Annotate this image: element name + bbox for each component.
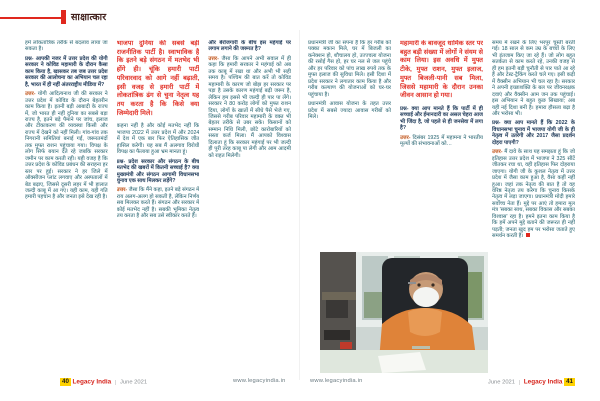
body-paragraph: उत्तर- मैं दावे के साथ यह समझता हूं कि जो इतिहास उत्तर प्रदेश में भाजपा ने 325 सीटें जीतकर रचा था, वही इतिहास फिर दोहराया जाएगा। योगी जी के कुशल नेतृत्व में उत्तर प्रदेश में जैसा काम हुआ है, वैसा कहीं नहीं हुआ। जहां तक नेतृत्व की बात है तो वह वरिष्ठ नेतृत्व तय करेगा कि चुनाव किसके नेतृत्व में लड़ा जाएगा। प्रधानमंत्री मोदी हमारे सर्वोच्च नेता हैं। मुद्दे पर आएं तो हमारा मूल मंत्र 'सबका साथ, सबका विकास और सबका विश्वास' रहा है। हमने इतना काम किया है कि हमें अपने मुद्दे बताने की जरूरत ही नहीं पड़ती; जनता खुद हम पर भरोसा जताते हुए समर्थन करती है। [492,149,575,240]
text-column [25,40,108,372]
page-number-badge: 41 [566,378,573,385]
question-paragraph: और बेरोजगारी के बीच इस महंगाई पर लगाम लगाने की जरूरत है? [208,40,292,53]
page-gutter-divider [299,30,300,380]
section-tag-bar [61,10,66,24]
answer-label: उत्तर- [208,55,222,62]
question-paragraph: प्रश्न- आपकी नजर में उत्तर प्रदेश की योगी सरकार ने कोविड महामारी के दौरान कैसा काम किया है, खासकर तब जब उत्तर प्रदेश सरकार की आलोचना का अभियान चल रहा है, भारत में ही नहीं अंतरराष्ट्रीय मीडिया में? [25,55,108,88]
body-paragraph: प्रधानमंत्री आवास योजना के तहत उत्तर प्रदेश में सबसे ज्यादा आवास गरीबों को मिले। [308,101,391,120]
question-paragraph: प्रश्न- क्या आप मानते हैं कि 2022 के विधानसभा चुनाव में भाजपा योगी जी के ही नेतृत्व में उतरेगी और 2017 जैसा प्रदर्शन दोहरा पाएगी? [492,120,575,146]
website-url-left: www.legacyindia.in [233,378,286,384]
pen [412,346,430,349]
face-mask [413,287,439,307]
text-column [308,40,391,250]
article-end-mark [526,233,530,237]
issue-date: June 2021 [487,379,515,386]
robe-fold [408,308,442,336]
desk-clutter [324,330,350,340]
body-paragraph: समय में रखने के लिए भरपूर चुस्ती बरती गई। 18 साल से कम उम्र के बच्चों के लिए भी इंतजाम किए जा रहे हैं। जो लोग बहुत सतर्कता से काम करते रहे, उनकी वजह से ही हम इतनी बड़ी चुनौती से पार पाते आ रहे हैं और टेस्ट-ट्रैकिंग करते चले गए। इसी कड़ी में वैक्सीन अभियान भी चल रहा है। सरकार ने अपनी इच्छाशक्ति के बल पर जीवनरक्षक दवाएं और वैक्सीन आम जन तक पहुंचाई। इस अभियान ने बहुत कुछ सिखाया; अब यही नई दिशा बनी है। हमारा हौसला बढ़ा है और भरोसा भी। [492,40,575,117]
answer-label: उत्तर- [492,149,505,156]
spectacle-arm [408,282,416,284]
footer-separator: | [518,379,521,386]
text-column [492,40,575,372]
issue-date: June 2021 [120,379,148,386]
page-left [25,40,291,372]
body-paragraph: प्रधानमंत्री जी का सपना है कि हर गरीब को पक्का मकान मिले, घर में बिजली का कनेक्शन हो, शौचालय हो, उज्ज्वला योजना की रसोई गैस हो, हर घर नल से जल पहुंचे और हर परिवार को पांच लाख रुपये तक के मुफ्त इलाज की सुविधा मिले। इसी दिशा में प्रदेश सरकार ने लगातार काम किया है और गरीब कल्याण की योजनाओं को घर-घर पहुंचाया है। [308,40,391,98]
footer-left-page [60,378,147,386]
body-paragraph: उत्तर- जैसा कि मैंने कहा, इतने बड़े संगठन में राय अलग-अलग हो सकती है, लेकिन निर्णय सब मिलकर करते हैं। संगठन और सरकार में कोई मतभेद नहीं है। सबकी भूमिका नेतृत्व तय करता है और सब उसे स्वीकार करते हैं। [116,187,200,220]
footer-separator: | [114,379,117,386]
magazine-brand: Legacy India [72,378,112,386]
body-paragraph: कहना नहीं है और कोई मतभेद नहीं कि भाजपा 2022 में उत्तर प्रदेश में और 2024 में देश में एक बार फिर ऐतिहासिक जीत हासिल करेगी। यह सब मैं अलगाव विरोधी विपक्ष का फैलाया हुआ भ्रम मानता हूं। [116,123,200,156]
footer-right-page [488,378,575,386]
desk-monitor [326,300,348,318]
pull-quote: महामारी के बावजूद धार्मिक स्तर पर बहुत बड़ी संख्या में लोगों ने संयम से काम लिया। इस अवधि में मुफ्त टीके, मुफ्त राशन, मुफ्त इलाज, मुफ्त बिजली-पानी सब मिला, जिससे महामारी के दौरान उनका जीवन आसान हो गया। [400,40,483,100]
text-column [208,40,291,372]
eye [431,283,434,286]
side-desk [322,292,356,300]
body-paragraph: उत्तर- दिसंबर 1925 में महामना ने भारतीय मूल्यों की संभावनाओं को… [400,134,483,148]
magazine-brand: Legacy India [523,378,563,386]
red-telephone [340,342,352,349]
body-paragraph: हमें लोकतांत्रिक तरीके से बदलाव लाया जा सकता है। [25,40,108,53]
section-tag-label: साक्षात्कार [71,12,107,23]
text-column [117,40,200,372]
answer-label: उत्तर- [400,134,413,141]
page-number-badge: 40 [62,378,69,385]
website-url-right: www.legacyindia.in [310,378,363,384]
pull-quote: भाजपा दुनिया की सबसे बड़ी राजनीतिक पार्टी है। स्वाभाविक है कि इतने बड़े संगठन में मतभेद भी होंगे ही। चूंकि हमारी पार्टी परिवारवाद को आगे नहीं बढ़ाती, इसी वजह से हमारी पार्टी में लोकतांत्रिक ढंग से चुना नेतृत्व यह तय करता है कि किसे क्या जिम्मेदारी मिले। [116,40,200,117]
question-paragraph: प्रश्न- क्या आप मानते हैं कि पार्टी में ही सच्चाई और ईमानदारी का असल चेहरा आज भी जिंदा है, जो पहले से ही जनसेवा में लगा है? [400,105,483,132]
answer-label: उत्तर- [25,91,38,98]
body-paragraph: उत्तर- जैसा कि आपने अभी सवाल में ही कहा कि हमारी सरकार ने महंगाई को अब तक काबू में रखा था और अभी भी सही समय है। पश्चिम की बात करें तो कोविड महामारी के कारण जो बोझ हर सरकार पर पड़ा है उसके कारण महंगाई बढ़ी जरूर है, लेकिन हम इससे भी जल्दी ही पार पा लेंगे। सरकार ने 80 करोड़ लोगों को मुफ्त राशन दिया, लोगों के खातों में सीधे पैसे भेजे गए, जिससे गरीब परिवार महामारी के वक्त भी बेहतर तरीके से उबर सके। किसानों को सम्मान निधि मिली, छोटे कारोबारियों को सस्ता कर्ज मिला। मैं आपको विश्वास दिलाता हूं कि सरकार महंगाई पर भी जल्दी ही पूरी तरह काबू पा लेगी और आम आदमी को राहत मिलेगी। [208,55,292,159]
answer-label: उत्तर- [116,187,129,194]
eye [417,283,420,286]
interview-subject-photo [320,252,488,373]
body-paragraph: उत्तर- योगी आदित्यनाथ जी की सरकार ने उत्तर प्रदेश में कोविड के दौरान बेहतरीन काम किया है। इतनी बड़ी आबादी के राज्य में, जो भारत ही नहीं दुनिया का सबसे बड़ा राज्य है, इतने बड़े पैमाने पर जांच, इलाज और टीकाकरण की व्यवस्था किसी और राज्य में देखने को नहीं मिली। गांव-गांव तक निगरानी समितियां बनाई गईं, जरूरतमंदों तक मुफ्त राशन पहुंचाया गया। विपक्ष के लोग सिर्फ बयान देते रहे जबकि सरकार जमीन पर काम करती रही। यही वजह है कि उत्तर प्रदेश के कोविड प्रबंधन की सराहना हर स्तर पर हुई। सरकार ने हर जिले में ऑक्सीजन प्लांट लगवाए और अस्पतालों में बेड बढ़ाए, जिससे दूसरी लहर में भी हालात जल्दी काबू में आ गए। यही काम, यही गति हमारी पहचान है और जनता इसे देख रही है। [25,91,108,201]
question-paragraph: प्रश्न- प्रदेश सरकार और संगठन के बीच मतभेद की खबरों में कितनी सच्चाई है? क्या मुख्यमंत्री और संगठन आगामी विधानसभा चुनाव एक साथ मिलकर लड़ेंगे? [116,158,200,184]
text-column [400,40,483,250]
section-tag-rule [0,17,61,19]
